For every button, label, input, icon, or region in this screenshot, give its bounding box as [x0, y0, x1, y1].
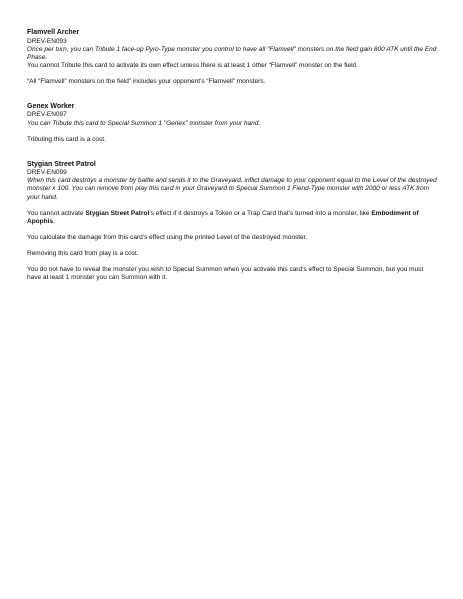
- card-set-id: DREV-EN093: [27, 37, 67, 45]
- ruling-text-part: .: [53, 217, 55, 225]
- card-name-reference: Embodiment of Apophis: [27, 209, 419, 225]
- card-set-id: DREV-EN099: [27, 169, 67, 177]
- ruling-text: Removing this card from play is a cost.: [27, 249, 139, 257]
- card-effect-text: You can Tribute this card to Special Summon 1 "Genex" monster from your hand.: [27, 119, 261, 127]
- card-name: Stygian Street Patrol: [27, 160, 96, 168]
- ruling-text-part: You cannot activate: [27, 209, 86, 217]
- card-entry-stygian-street-patrol: [27, 161, 439, 282]
- card-effect-text: Once per turn, you can Tribute 1 face-up Pyro-Type monster you control to have all "Flamvell" monsters on the field gain 800 ATK until the End Phase.: [27, 45, 437, 61]
- ruling-text: You calculate the damage from this card’s effect using the printed Level of the destroyed monster.: [27, 233, 308, 241]
- ruling-text: “All “Flamvell” monsters on the field” includes your opponent’s “Flamvell” monsters.: [27, 77, 266, 85]
- card-entry-genex-worker: [27, 103, 439, 144]
- card-set-id: DREV-EN097: [27, 111, 67, 119]
- card-name-reference: Stygian Street Patrol: [85, 209, 150, 217]
- ruling-text: You cannot Tribute this card to activate its own effect unless there is at least 1 other “Flamvell” monster on the field.: [27, 61, 358, 69]
- ruling-text: You do not have to reveal the monster you wish to Special Summon when you activate this card’s effect to Special Summon, but you must have at least 1 monster you can Summon with it.: [27, 266, 424, 282]
- document-page: [27, 29, 439, 282]
- card-name: Genex Worker: [27, 102, 75, 110]
- ruling-text: Tributing this card is a cost.: [27, 135, 106, 143]
- card-name: Flamvell Archer: [27, 29, 80, 36]
- ruling-text-activation: [27, 210, 439, 226]
- card-effect-text: When this card destroys a monster by battle and sends it to the Graveyard, inflict damage to your opponent equal to the Level of the destroyed monster x 100. You can remove from play this card in your Graveyard to Special Summon 1 Fiend-Type monster with 2000 or less ATK from your hand.: [27, 177, 437, 201]
- card-entry-flamvell-archer: [27, 29, 439, 86]
- ruling-text-part: ’s effect if it destroys a Token or a Trap Card that’s turned into a monster, like: [149, 209, 372, 217]
